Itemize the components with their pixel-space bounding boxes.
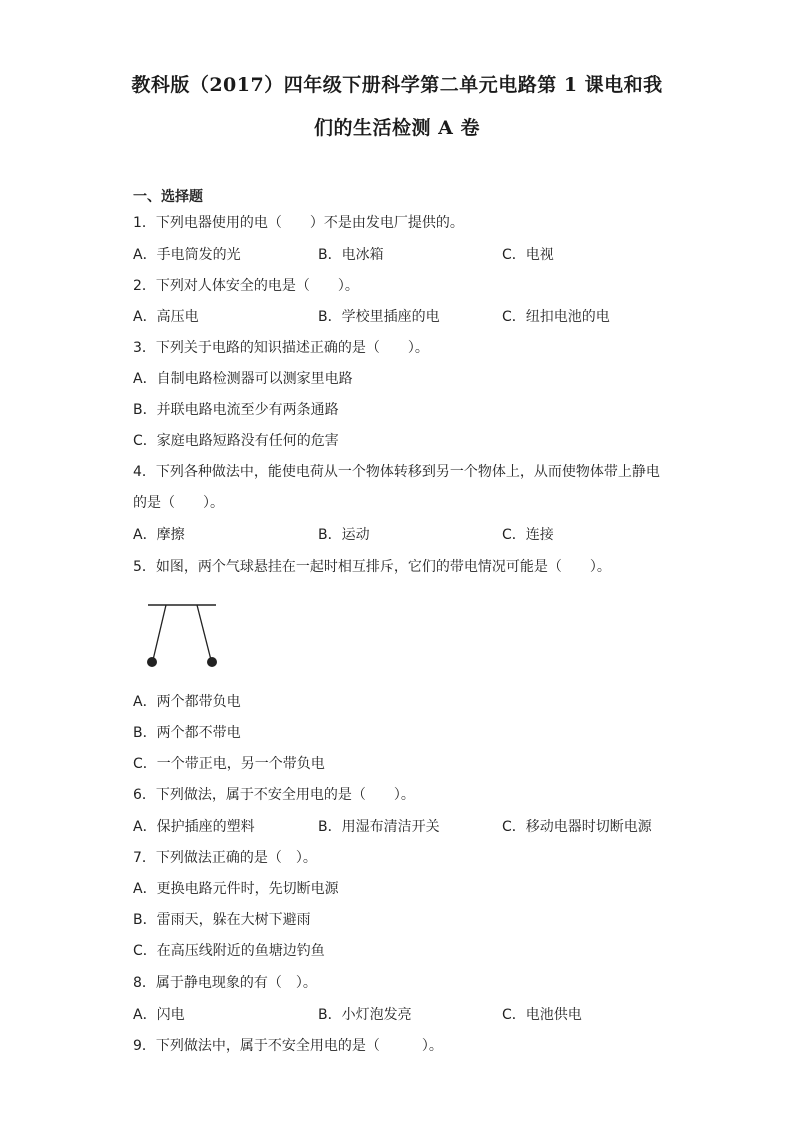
question-2-option-a: A．高压电 — [133, 309, 199, 325]
question-6-option-a: A．保护插座的塑料 — [133, 819, 255, 835]
question-2-option-b: B．学校里插座的电 — [318, 309, 440, 325]
question-8-stem: 8．属于静电现象的有（ ）。 — [133, 975, 317, 991]
question-6-option-c: C．移动电器时切断电源 — [502, 819, 652, 835]
left-balloon — [147, 657, 157, 667]
question-4-stem-line-1: 4．下列各种做法中，能使电荷从一个物体转移到另一个物体上，从而使物体带上静电 — [133, 464, 660, 480]
question-2-option-c: C．纽扣电池的电 — [502, 309, 610, 325]
question-5-option-b: B．两个都不带电 — [133, 725, 241, 741]
question-1-option-b: B．电冰箱 — [318, 247, 384, 263]
question-3-stem: 3．下列关于电路的知识描述正确的是（ ）。 — [133, 340, 429, 356]
question-8-option-a: A．闪电 — [133, 1007, 185, 1023]
question-5-option-a: A．两个都带负电 — [133, 694, 241, 710]
question-7-option-a: A．更换电路元件时，先切断电源 — [133, 881, 339, 897]
question-7-stem: 7．下列做法正确的是（ ）。 — [133, 850, 317, 866]
question-6-option-b: B．用湿布清洁开关 — [318, 819, 440, 835]
question-4-stem-line-2: 的是（ ）。 — [133, 495, 224, 511]
question-9-stem: 9．下列做法中，属于不安全用电的是（ ）。 — [133, 1038, 443, 1054]
document-title-line-2: 们的生活检测 A 卷 — [314, 117, 480, 139]
question-7-option-c: C．在高压线附近的鱼塘边钓鱼 — [133, 943, 325, 959]
question-1-option-a: A．手电筒发的光 — [133, 247, 241, 263]
question-3-option-c: C．家庭电路短路没有任何的危害 — [133, 433, 339, 449]
question-3-option-a: A．自制电路检测器可以测家里电路 — [133, 371, 353, 387]
question-1-stem: 1．下列电器使用的电（ ）不是由发电厂提供的。 — [133, 215, 464, 231]
right-string — [197, 605, 211, 660]
question-8-option-b: B．小灯泡发亮 — [318, 1007, 412, 1023]
question-1-option-c: C．电视 — [502, 247, 554, 263]
question-4-option-c: C．连接 — [502, 527, 554, 543]
question-5-option-c: C．一个带正电，另一个带负电 — [133, 756, 325, 772]
section-heading: 一、选择题 — [133, 189, 203, 205]
hanging-balloons-figure — [140, 597, 230, 672]
question-3-option-b: B．并联电路电流至少有两条通路 — [133, 402, 339, 418]
question-2-stem: 2．下列对人体安全的电是（ ）。 — [133, 278, 359, 294]
left-string — [153, 605, 166, 660]
question-7-option-b: B．雷雨天，躲在大树下避雨 — [133, 912, 311, 928]
question-6-stem: 6．下列做法，属于不安全用电的是（ ）。 — [133, 787, 415, 803]
right-balloon — [207, 657, 217, 667]
question-4-option-a: A．摩擦 — [133, 527, 185, 543]
document-title-line-1: 教科版（2017）四年级下册科学第二单元电路第 1 课电和我 — [131, 74, 663, 96]
question-4-option-b: B．运动 — [318, 527, 370, 543]
question-5-stem: 5．如图，两个气球悬挂在一起时相互排斥，它们的带电情况可能是（ ）。 — [133, 559, 611, 575]
question-8-option-c: C．电池供电 — [502, 1007, 582, 1023]
